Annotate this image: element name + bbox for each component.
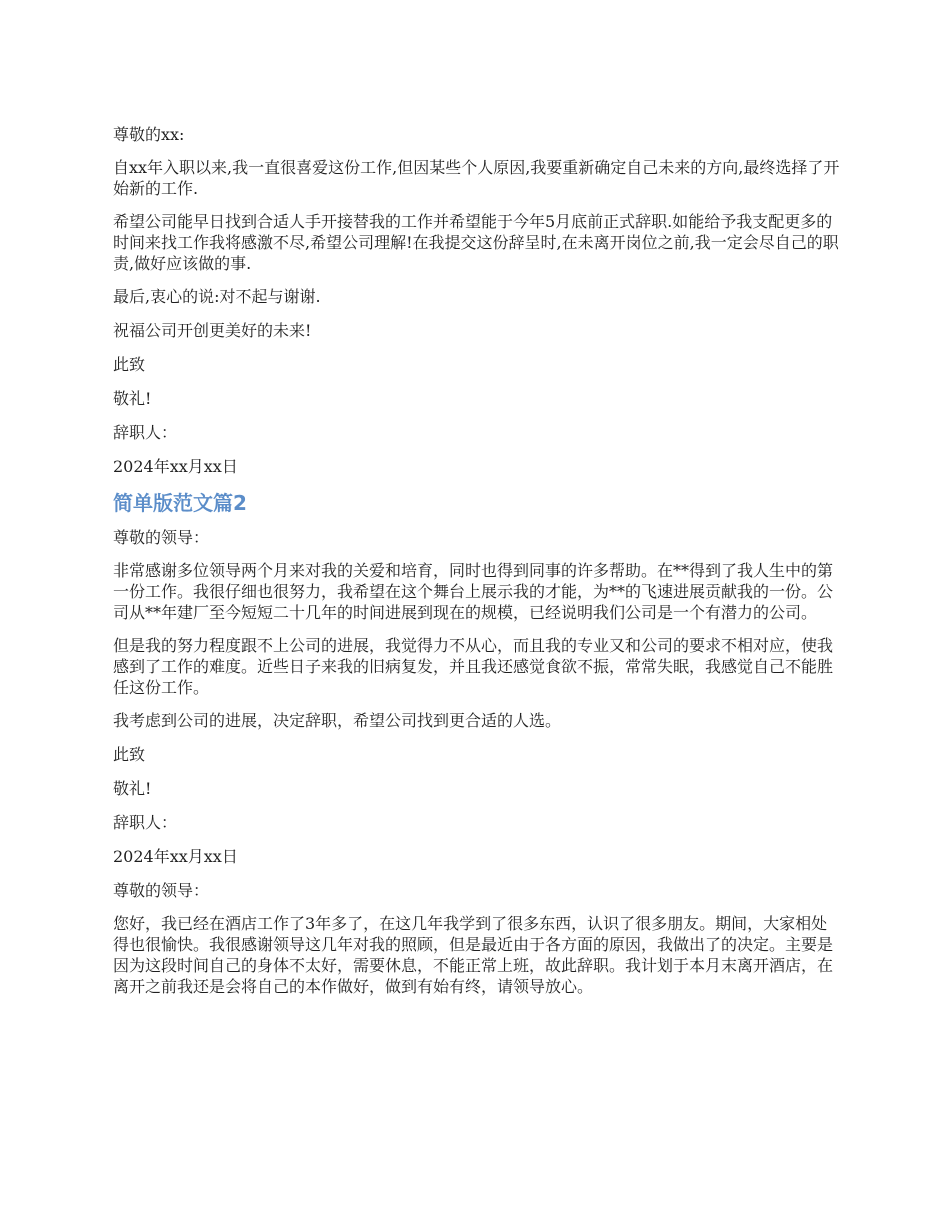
- letter2-paragraph-3: 我考虑到公司的进展，决定辞职，希望公司找到更合适的人选。: [113, 711, 562, 730]
- section-heading: 简单版范文篇2: [113, 491, 247, 515]
- letter1-greeting: 尊敬的xx:: [113, 125, 185, 144]
- letter2-paragraph-1: 非常感谢多位领导两个月来对我的关爱和培育，同时也得到同事的许多帮助。在**得到了我人生中的第一份工作。我很仔细也很努力，我希望在这个舞台上展示我的才能，为**的飞速进展贡献我的一份。公司从**年建厂至今短短二十几年的时间进展到现在的规模，已经说明我们公司是一个有潜力的公司。: [113, 561, 834, 622]
- letter1-paragraph-3: 最后,衷心的说:对不起与谢谢.: [113, 287, 321, 306]
- letter2-greeting: 尊敬的领导：: [113, 528, 210, 547]
- letter2-closing-1: 此致: [113, 745, 146, 764]
- letter1-closing-2: 敬礼!: [113, 389, 152, 408]
- letter3-paragraph-1: 您好，我已经在酒店工作了3年多了，在这几年我学到了很多东西，认识了很多朋友。期间，大家相处得也很愉快。我很感谢领导这几年对我的照顾，但是最近由于各方面的原因，我做出了的决定。主要是因为这段时间自己的身体不太好，需要休息，不能正常上班，故此辞职。我计划于本月末离开酒店，在离开之前我还是会将自己的本作做好，做到有始有终，请领导放心。: [113, 914, 834, 996]
- letter2-closing-2: 敬礼!: [113, 779, 152, 798]
- letter2-signer: 辞职人：: [113, 813, 178, 832]
- letter1-paragraph-2: 希望公司能早日找到合适人手开接替我的工作并希望能于今年5月底前正式辞职.如能给予我支配更多的时间来找工作我将感激不尽,希望公司理解!在我提交这份辞呈时,在未离开岗位之前,我一定会尽自己的职责,做好应该做的事.: [113, 212, 839, 273]
- letter3-greeting: 尊敬的领导：: [113, 881, 210, 900]
- letter1-signer: 辞职人：: [113, 423, 178, 442]
- letter2-paragraph-2: 但是我的努力程度跟不上公司的进展，我觉得力不从心，而且我的专业又和公司的要求不相对应，使我感到了工作的难度。近些日子来我的旧病复发，并且我还感觉食欲不振，常常失眠，我感觉自己不能胜任这份工作。: [113, 636, 834, 697]
- letter1-paragraph-1: 自xx年入职以来,我一直很喜爱这份工作,但因某些个人原因,我要重新确定自己未来的方向,最终选择了开始新的工作.: [113, 158, 840, 198]
- letter1-date: 2024年xx月xx日: [113, 457, 238, 476]
- document-page: [113, 124, 843, 1009]
- letter1-paragraph-4: 祝福公司开创更美好的未来!: [113, 321, 312, 340]
- letter2-date: 2024年xx月xx日: [113, 847, 238, 866]
- letter1-closing-1: 此致: [113, 355, 146, 374]
